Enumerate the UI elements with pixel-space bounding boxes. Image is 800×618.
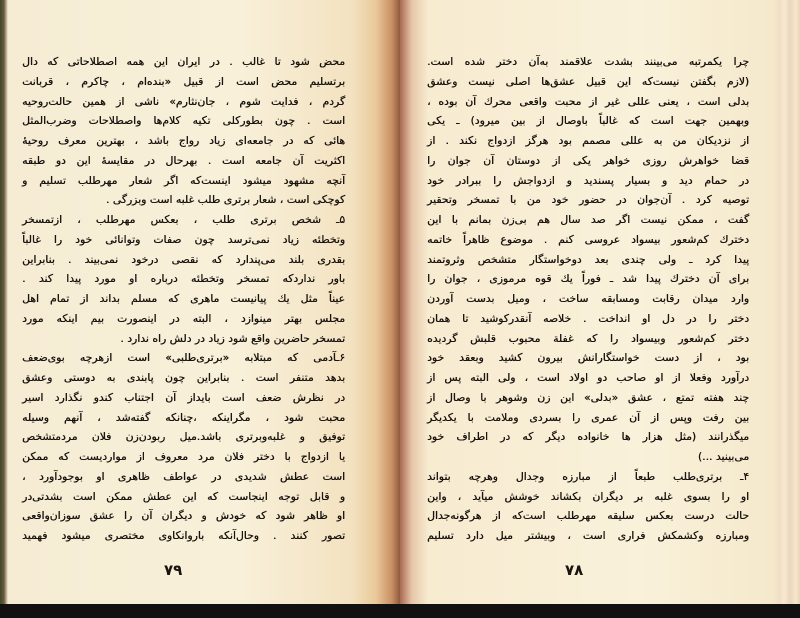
text-line: باور نداردکه تمسخر وتخطئه درباره او مورد پیدا کند . — [22, 272, 345, 286]
text-line: و قابل توجه اینجاست که این عطش ممکن است بشدتی‌در — [22, 489, 345, 503]
text-line: ۶ـآدمی که مبتلابه «برتری‌طلبی» است ازهرچه بوی‌ضعف — [22, 351, 345, 365]
text-line: در نظرش ضعف است بایداز آن اجتناب کندو نگذارد اسیر — [22, 390, 345, 404]
page-body — [427, 52, 749, 546]
text-line: توفیق و غلبه‌وبرتری باشد.میل ربودن‌زن فلان مردمتشخص — [22, 430, 345, 444]
text-line: (لازم بگفتن نیست‌که این قبیل عشق‌ها اصلی نیست وعشق — [427, 74, 749, 88]
text-line: دختر را در دل او انداخت . خلاصه آنقدرکوشید تا همان — [427, 311, 749, 325]
text-line: قضا خواهرش روزی خواهر یکی از دوستان آن جوان را — [427, 153, 749, 167]
text-line: بقدری بلند می‌پندارد که نقصی درخود نمی‌بیند . بنابراین — [22, 252, 345, 266]
text-line: عیناً مثل یك پیانیست ماهری که مسلم بداند از تمام اهل — [22, 292, 345, 305]
text-line: چرا یکمرتبه می‌بینند بشدت علاقمند به‌آن دختر شده است. — [427, 55, 749, 68]
text-line: دختر کم‌شعور وبیسواد را که غفلة محبوب قلبش گردیده — [427, 331, 749, 345]
text-line: بدلی است ، یعنی عللی غیر از محبت واقعی محرك آن بوده ، — [427, 94, 749, 108]
text-line: او ظاهر شود که خودش و دیگران آن را عشق سوزان‌واقعی — [22, 509, 345, 523]
text-line: بین رفت وپس از آن عمری را بسردی وملامت با یکدیگر — [427, 410, 749, 424]
text-line: هائی که در جامعه‌ای زیاد رواج باشد ، بهترین معرف روحیهٔ — [22, 134, 345, 147]
text-line: بود ، از دست خواستگارانش بیرون کشید وبعقد خود — [427, 351, 749, 365]
text-line: پیدا کرد ـ ولی چندی بعد دوخواستگار متشخص وثروتمند — [427, 252, 749, 266]
text-line: میگذرانند (مثل هزار ها خانواده دیگر که در اطراف خود — [427, 430, 749, 444]
text-line: دخترك کم‌شعور بیسواد عروسی کنم . موضوع ظاهراً خاتمه — [427, 232, 749, 246]
text-line: می‌بینید ...) — [697, 450, 749, 463]
text-line: تصور کنند . وحال‌آنکه باروانکاوی مختصری میشود فهمید — [22, 529, 345, 542]
text-line: تمسخر حاضرین واقع شود زیاد در دلش راه ندارد . — [120, 331, 345, 345]
text-line: ۵ـ شخص برتری طلب ، بعکس مهرطلب ، ازتمسخر — [22, 213, 345, 226]
text-line: است عطش شدیدی در عواطف ظاهری او بوجودآورد ، — [22, 469, 345, 483]
text-line: بدهد متنفر است . بنابراین چون پابندی به دوستی وعشق — [22, 371, 345, 384]
text-line: آنچه مشهود میشود اینست‌که اگر شعار مهرطلب تسلیم و — [22, 173, 345, 187]
text-line: گفت ، ممکن نیست اگر صد سال هم بی‌زن بمانم با این — [427, 213, 749, 226]
page-body — [22, 52, 345, 546]
text-line: یا ازدواج با دختر فلان مرد معروف از مواردیست که ممکن — [22, 450, 345, 463]
text-line: توصیه کرد . آن‌جوان در حضور خود من با تمسخر وتحقیر — [427, 193, 749, 207]
text-line: ۴ـ برتری‌طلب طبعاً از مبارزه وجدال وهرچه بتواند — [427, 469, 749, 483]
page-number: ۷۹ — [164, 561, 183, 579]
text-line: ومبارزه وکشمکش فراری است ، وبیشتر میل دارد تسلیم — [427, 529, 749, 542]
text-line: مجلس بهتر مینوازد ، البته در اینصورت بیم اینکه مورد — [22, 311, 345, 325]
text-line: حالت درست بعکس سلیقه مهرطلب است‌که از هرگونه‌جدال — [427, 509, 749, 523]
text-line: محبت شود ، مگراینکه ،چنانکه گفته‌شد ، آنهم وسیله — [22, 410, 345, 424]
text-line: برتسلیم محض است از قبیل «بنده‌ام ، چاکرم ، قربانت — [22, 74, 345, 88]
text-line: محض شود تا غالب . در ایران این همه اصطلاحاتی که دال — [22, 55, 345, 68]
text-line: از نزدیکان من به عللی مصمم بود هرگز ازدواج نکند . از — [427, 134, 749, 147]
text-line: وارد میدان رقابت ومسابقه ساخت ، ومیل بدست آوردن — [427, 292, 749, 305]
text-line: کوچکی است ، شعار برتری طلب غلبه است وبزرگی . — [105, 193, 345, 207]
text-line: چند هفته تمتع ، عشق «بدلی» این زن وشوهر با وصال از — [427, 390, 749, 404]
text-line: گردم ، فدایت شوم ، جان‌نثارم» ناشی از همین حالت‌روحیه — [22, 94, 345, 108]
page-number: ۷۸ — [565, 561, 584, 579]
text-line: در حمام دید و بسیار پسندید و ازدواجش را ببرادر خود — [427, 173, 749, 187]
text-line: برای آن دخترك پیدا شد ـ فوراً یك قوه مرموزی ، جوان را — [427, 272, 749, 286]
text-line: اکثریت آن جامعه است . بهرحال در مقایسهٔ این دو طبقه — [22, 153, 345, 167]
text-line: وبهمین جهت است که غالباً باوصال از بین میرود) ـ یکی — [427, 114, 749, 128]
text-line: درآورد وفعلا از او صاحب دو اولاد است ، ولی البته پس از — [427, 371, 749, 384]
left-page — [0, 0, 400, 604]
right-page — [400, 0, 800, 604]
text-line: وتخطئه زیاد نمی‌ترسد چون صفات وتوانائی خود را غالباً — [22, 232, 345, 246]
text-line: او را بسوی غلبه بر دیگران بکشاند خوشش میآید ، واین — [427, 489, 749, 503]
text-line: است . چون بطورکلی تکیه کلام‌ها واصطلاحات وضرب‌المثل — [22, 114, 345, 128]
